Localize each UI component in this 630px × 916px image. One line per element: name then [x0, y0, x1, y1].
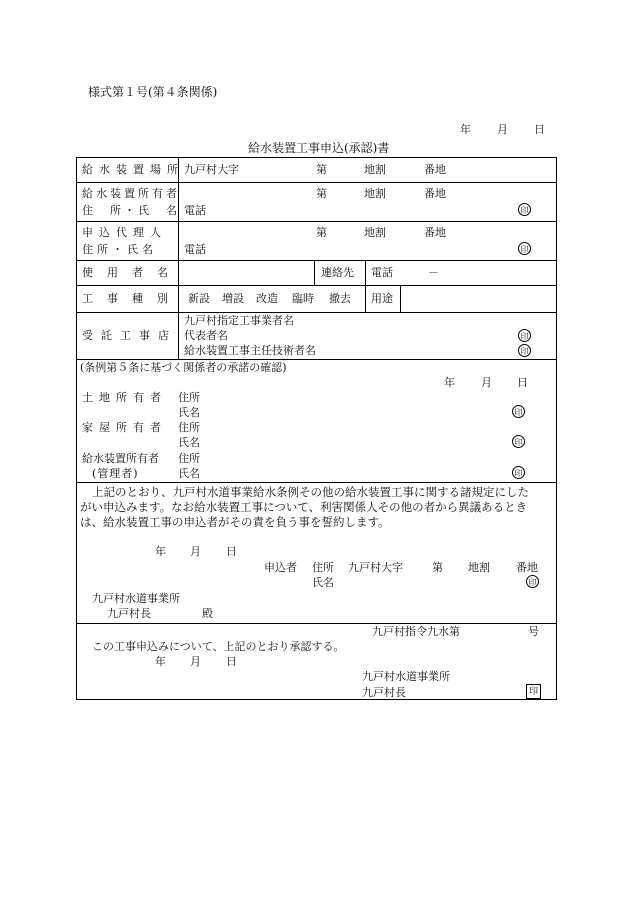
rule — [76, 359, 556, 360]
consent-heading: (条例第５条に基づく関係者の承諾の確認) — [80, 361, 287, 374]
land-owner-label: 土地所有者 — [82, 391, 167, 404]
work-type-option: 新設 — [188, 292, 210, 305]
work-type-label: 工事種別 — [82, 292, 182, 305]
approval-mayor: 九戸村長 — [362, 686, 406, 699]
dai-text: 第 — [432, 561, 443, 574]
header-year: 年 — [460, 123, 471, 136]
device-owner-label: 給水装置所有者 — [82, 452, 159, 465]
approval-day: 日 — [226, 655, 237, 668]
waterworks-office: 九戸村水道事業所 — [92, 592, 180, 605]
contractor-representative: 代表者名 — [184, 329, 228, 342]
phone-dash: － — [428, 266, 439, 279]
seal-icon: 印 — [518, 329, 531, 342]
chiwari-text: 地割 — [468, 561, 490, 574]
header-day: 日 — [534, 123, 545, 136]
contractor-company: 九戸村指定工事業者名 — [184, 314, 294, 327]
chiwari-text: 地割 — [364, 163, 386, 176]
rule — [76, 182, 556, 183]
rule — [76, 623, 556, 624]
rule — [76, 260, 556, 261]
name-label: 氏名 — [178, 406, 200, 419]
approval-ref: 九戸村指令九水第 — [372, 625, 460, 638]
seal-icon: 印 — [518, 344, 531, 357]
consent-year: 年 — [444, 376, 455, 389]
applicant-label: 申込者 — [264, 561, 297, 574]
consent-day: 日 — [517, 376, 528, 389]
manager-label: (管理者) — [92, 467, 139, 480]
phone-label: 電話 — [184, 243, 206, 256]
applicant-village: 九戸村大字 — [348, 561, 403, 574]
chiwari-text: 地割 — [364, 187, 386, 200]
work-type-option: 臨時 — [292, 292, 314, 305]
owner-label: 給水装置所有者 — [82, 187, 180, 200]
location-label: 給水装置場所 — [82, 163, 184, 176]
rule — [76, 157, 556, 158]
address-label: 住所 — [178, 391, 200, 404]
declaration-year: 年 — [155, 545, 166, 558]
declaration-line-2: がい申込みます。なお給水装置工事について、利害関係人その他の者から異議あるとき — [80, 500, 528, 514]
approval-text: この工事申込みについて、上記のとおり承認する。 — [92, 640, 345, 653]
address-label: 住所 — [178, 452, 200, 465]
approval-go: 号 — [528, 625, 539, 638]
banchi-text: 番地 — [424, 226, 446, 239]
approval-office: 九戸村水道事業所 — [362, 670, 450, 683]
rule — [365, 285, 366, 312]
phone-label: 電話 — [371, 266, 393, 279]
consent-month: 月 — [481, 376, 492, 389]
village-mayor: 九戸村長 — [107, 607, 151, 620]
seal-icon: 印 — [526, 575, 539, 588]
rule — [76, 312, 556, 313]
dono-text: 殿 — [202, 607, 213, 620]
form-title: 給水装置工事申込(承認)書 — [248, 141, 390, 155]
approval-month: 月 — [190, 655, 201, 668]
rule — [400, 285, 401, 312]
header-month: 月 — [497, 123, 508, 136]
seal-icon: 印 — [518, 242, 531, 255]
dai-text: 第 — [316, 163, 327, 176]
address-label: 住所 — [178, 421, 200, 434]
rule — [76, 157, 77, 699]
phone-label: 電話 — [184, 204, 206, 217]
banchi-text: 番地 — [424, 163, 446, 176]
form-number: 様式第１号(第４条関係) — [88, 85, 218, 99]
user-label: 使用者名 — [82, 266, 182, 279]
seal-icon: 印 — [518, 203, 531, 216]
official-seal-icon: 印 — [526, 684, 541, 699]
rule — [365, 260, 366, 285]
declaration-line-3: は、給水装置工事の申込者がその責を負う事を誓約します。 — [80, 515, 390, 529]
contractor-engineer: 給水装置工事主任技術者名 — [184, 344, 316, 357]
seal-icon: 印 — [512, 435, 525, 448]
dai-text: 第 — [316, 187, 327, 200]
seal-icon: 印 — [512, 466, 525, 479]
agent-label-2: 住所・氏名 — [82, 243, 157, 256]
dai-text: 第 — [316, 226, 327, 239]
declaration-line-1: 上記のとおり、九戸村水道事業給水条例その他の給水装置工事に関する諸規定にした — [92, 485, 529, 499]
declaration-month: 月 — [190, 545, 201, 558]
banchi-text: 番地 — [424, 187, 446, 200]
name-label: 氏名 — [178, 467, 200, 480]
rule — [76, 699, 557, 700]
rule — [76, 285, 556, 286]
rule — [76, 221, 556, 222]
work-type-option: 撤去 — [329, 292, 351, 305]
contact-label: 連絡先 — [321, 266, 354, 279]
banchi-text: 番地 — [516, 561, 538, 574]
rule — [314, 260, 315, 285]
approval-year: 年 — [155, 655, 166, 668]
rule — [76, 482, 556, 483]
declaration-day: 日 — [226, 545, 237, 558]
seal-icon: 印 — [512, 405, 525, 418]
work-type-option: 増設 — [222, 292, 244, 305]
contractor-label: 受託工事店 — [82, 329, 177, 342]
house-owner-label: 家屋所有者 — [82, 421, 167, 434]
name-label: 氏名 — [312, 576, 334, 589]
location-value: 九戸村大字 — [184, 163, 239, 176]
work-type-option: 改造 — [256, 292, 278, 305]
chiwari-text: 地割 — [364, 226, 386, 239]
rule — [556, 157, 557, 699]
agent-label: 申込代理人 — [82, 226, 167, 239]
address-label: 住所 — [312, 561, 334, 574]
name-label: 氏名 — [178, 436, 200, 449]
purpose-label: 用途 — [371, 292, 393, 305]
owner-label-2: 住 所・氏 名 — [82, 204, 180, 217]
